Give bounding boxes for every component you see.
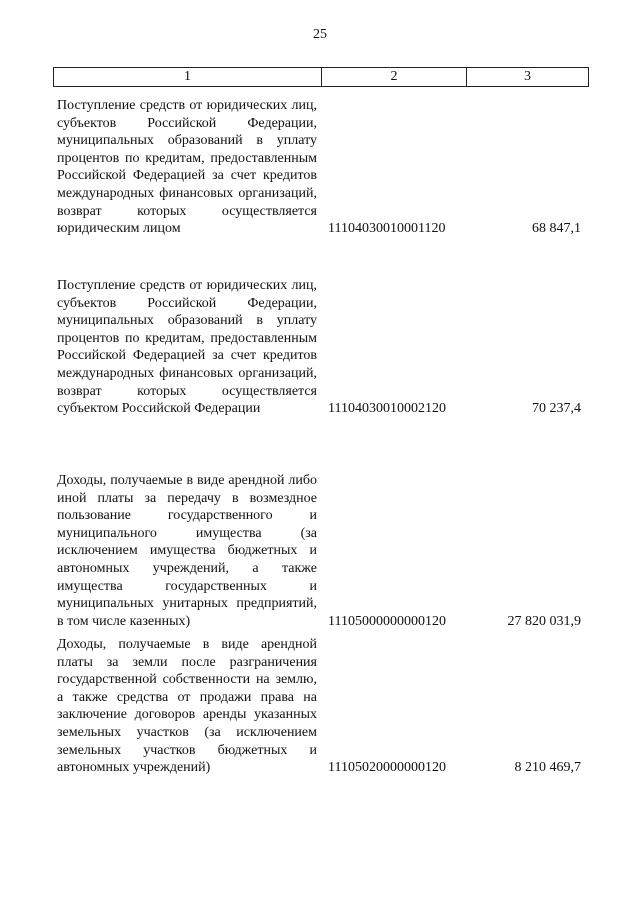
row-amount: 70 237,4 [532, 401, 581, 417]
column-header-2: 2 [322, 68, 467, 86]
column-header-3: 3 [524, 69, 531, 84]
row-code: 11104030010001120 [328, 221, 446, 237]
row-amount: 8 210 469,7 [514, 760, 581, 776]
page-number: 25 [313, 27, 327, 42]
table-row [57, 277, 581, 418]
row-code: 11105020000000120 [328, 760, 446, 776]
row-code: 11105000000000120 [328, 613, 446, 629]
table-row [57, 636, 581, 777]
table-row [57, 97, 581, 238]
row-description: Доходы, получаемые в виде арендной платы за земли после разграничения государственной собственности на землю, а также средства от продажи права на заключение договоров аренды указанных земельных участков (за исключением земельных участков бюджетных и автономных учреждений) [57, 637, 317, 776]
row-amount: 68 847,1 [532, 221, 581, 237]
row-description: Поступление средств от юридических лиц, субъектов Российской Федерации, муниципальных образований в уплату процентов по кредитам, предоставленным Российской Федерацией за счет кредитов международных финансовых организаций, возврат которых осуществляется юридическим лицом [57, 98, 317, 237]
table-row [57, 472, 581, 630]
column-header-1: 1 [54, 68, 322, 86]
row-amount: 27 820 031,9 [507, 613, 581, 629]
row-code: 11104030010002120 [328, 401, 446, 417]
row-description: Доходы, получаемые в виде арендной либо иной платы за передачу в возмездное пользование государственного и муниципального имущества (за исключением имущества бюджетных и автономных учреждений, а также имущества государственных и муниципальных унитарных предприятий, в том числе казенных) [57, 473, 317, 629]
table-header [53, 67, 589, 87]
row-description: Поступление средств от юридических лиц, субъектов Российской Федерации, муниципальных образований в уплату процентов по кредитам, предоставленным Российской Федерацией за счет кредитов международных финансовых организаций, возврат которых осуществляется субъектом Российской Федерации [57, 278, 317, 417]
